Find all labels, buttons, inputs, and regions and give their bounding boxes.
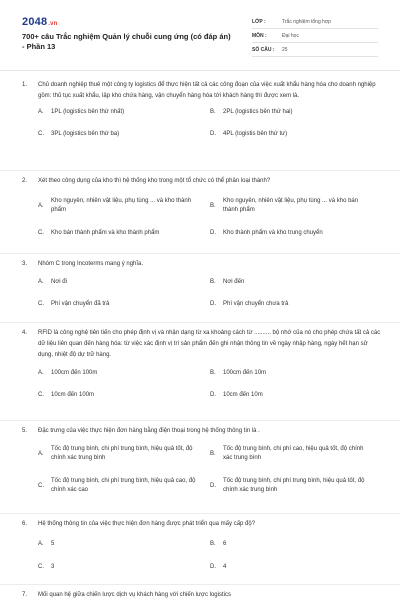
- question-divider: [0, 513, 400, 514]
- option-letter: B.: [210, 370, 216, 376]
- info-key: SỐ CÂU :: [252, 46, 275, 53]
- logo-suffix: .vn: [48, 21, 58, 27]
- question-number: 1.: [22, 82, 28, 88]
- option-text: Tốc độ trung bình, chi phí cao, hiệu quả tốt, độ chính xác trung bình: [223, 446, 364, 461]
- question-divider: [0, 420, 400, 421]
- question-text: Chủ doanh nghiệp thuê một công ty logistics để thực hiện tất cả các công đoạn của việc xuất khẩu hàng hóa cho doanh nghiệp gồm: thủ tục xuất khẩu, lập kho chứa hàng, vận chuyển hàng hóa tới khách hàng thì được xem là.: [38, 82, 376, 99]
- option-text: 100cm đến 10m: [223, 370, 267, 376]
- option-b[interactable]: [210, 108, 382, 117]
- options-list: [38, 276, 382, 308]
- option-letter: A.: [38, 370, 44, 376]
- option-text: Kho thành phẩm và kho trung chuyển: [223, 230, 323, 236]
- question-text: Xét theo công dụng của kho thì hệ thống kho trong một tổ chức có thể phân loại thành?: [38, 178, 271, 184]
- option-d[interactable]: [210, 391, 382, 400]
- option-letter: D.: [210, 301, 216, 307]
- option-text: Kho bán thành phẩm và kho thành phẩm: [51, 230, 160, 236]
- info-key: MÔN :: [252, 32, 267, 39]
- option-text: Kho nguyên, nhiên vật liệu, phụ tùng ... và kho bán thành phẩm: [223, 198, 359, 213]
- option-letter: C.: [38, 392, 44, 398]
- question-1: [22, 80, 382, 142]
- option-letter: C.: [38, 564, 44, 570]
- question-number: 2.: [22, 178, 28, 184]
- option-c[interactable]: [38, 130, 208, 139]
- option-c[interactable]: [38, 477, 198, 495]
- question-2: [22, 176, 382, 243]
- option-b[interactable]: [210, 278, 382, 287]
- option-a[interactable]: [38, 540, 208, 549]
- option-text: 3: [51, 564, 55, 570]
- option-letter: C.: [38, 482, 44, 489]
- option-text: 3PL (logistics bên thứ ba): [51, 131, 120, 137]
- option-text: 100cm đến 100m: [51, 370, 98, 376]
- option-a[interactable]: [38, 197, 198, 215]
- options-list: [38, 108, 382, 142]
- option-letter: C.: [38, 230, 44, 236]
- option-d[interactable]: [210, 477, 370, 495]
- option-text: 10cm đến 10m: [223, 392, 263, 398]
- option-c[interactable]: [38, 300, 208, 309]
- question-divider: [0, 170, 400, 171]
- header-divider: [0, 70, 400, 71]
- option-letter: C.: [38, 301, 44, 307]
- options-list: [38, 193, 382, 243]
- question-6: [22, 519, 382, 568]
- option-letter: B.: [210, 109, 216, 115]
- option-letter: C.: [38, 131, 44, 137]
- info-value: 25: [282, 46, 288, 53]
- option-letter: A.: [38, 541, 44, 547]
- option-b[interactable]: [210, 445, 370, 463]
- option-text: Phí vận chuyển chưa trả: [223, 301, 289, 307]
- option-d[interactable]: [210, 130, 382, 139]
- option-letter: D.: [210, 131, 216, 137]
- option-text: Tốc độ trung bình, chi phí trung bình, hiệu quả tốt, độ chính xác trung bình: [223, 478, 365, 493]
- option-letter: B.: [210, 202, 216, 209]
- options-list: [38, 443, 382, 505]
- option-d[interactable]: [210, 300, 382, 309]
- site-logo[interactable]: [22, 16, 58, 28]
- question-divider: [0, 322, 400, 323]
- option-text: Tốc độ trung bình, chi phí trung bình, hiệu quả tốt, độ chính xác trung bình: [51, 446, 193, 461]
- question-number: 6.: [22, 521, 28, 527]
- info-row-class: [252, 15, 378, 29]
- option-letter: A.: [38, 279, 44, 285]
- option-letter: B.: [210, 450, 216, 457]
- question-divider: [0, 253, 400, 254]
- option-text: 4PL (logistis bên thứ tư): [223, 131, 288, 137]
- option-c[interactable]: [38, 391, 208, 400]
- option-text: 4: [223, 564, 227, 570]
- question-text: Mối quan hệ giữa chiến lược dịch vụ khách hàng với chiến lược logistics: [38, 592, 231, 598]
- info-panel: [252, 15, 378, 57]
- option-a[interactable]: [38, 278, 208, 287]
- question-text: Hệ thống thông tin của việc thực hiện đơn hàng được phát triển qua mấy cấp độ?: [38, 521, 256, 527]
- option-a[interactable]: [38, 369, 208, 378]
- question-text: Đặc trưng của việc thực hiện đơn hàng bằng điện thoại trong hệ thống thông tin là .: [38, 428, 260, 434]
- option-letter: B.: [210, 541, 216, 547]
- info-key: LỚP :: [252, 18, 266, 25]
- info-row-subject: [252, 29, 378, 43]
- option-letter: B.: [210, 279, 216, 285]
- question-number: 3.: [22, 261, 28, 267]
- question-text: RFID là công nghệ tiên tiến cho phép định vị và nhận dạng từ xa khoảng cách từ .......... bộ nhớ của nó cho phép chứa tất cả các dữ liệu liên quan đến hàng hóa: từ việc xác định vị trí sản phẩm đến ghi nhận thông tin về ngày nhập hàng, ngày hết hạn sử dụng, nhiệt độ dự trữ hàng.: [38, 330, 381, 358]
- options-list: [38, 536, 382, 568]
- option-text: 2PL (logistics bên thứ hai): [223, 109, 293, 115]
- option-b[interactable]: [210, 540, 382, 549]
- info-value[interactable]: Trắc nghiệm tổng hợp: [282, 18, 331, 25]
- option-text: Nơi đi: [51, 279, 67, 285]
- option-letter: A.: [38, 109, 44, 115]
- option-d[interactable]: [210, 563, 382, 572]
- question-5: [22, 426, 382, 505]
- option-letter: A.: [38, 202, 44, 209]
- option-letter: D.: [210, 392, 216, 398]
- question-4: [22, 328, 382, 399]
- option-text: Nơi đến: [223, 279, 245, 285]
- question-7: [22, 590, 382, 600]
- option-text: Tốc độ trung bình, chi phí trung bình, hiệu quả cao, độ chính xác cao: [51, 478, 196, 493]
- option-b[interactable]: [210, 369, 382, 378]
- info-value[interactable]: Đại học: [282, 32, 299, 39]
- question-text: Nhóm C trong Incoterms mang ý nghĩa.: [38, 261, 144, 267]
- option-a[interactable]: [38, 445, 198, 463]
- option-c[interactable]: [38, 229, 208, 238]
- option-a[interactable]: [38, 108, 208, 117]
- option-c[interactable]: [38, 563, 208, 572]
- question-divider: [0, 584, 400, 585]
- option-text: 6: [223, 541, 227, 547]
- option-letter: D.: [210, 230, 216, 236]
- logo-text: 2048: [22, 16, 48, 28]
- option-text: Phí vận chuyển đã trả: [51, 301, 110, 307]
- option-text: 1PL (logistics bên thứ nhất): [51, 109, 125, 115]
- question-3: [22, 259, 382, 308]
- question-number: 5.: [22, 428, 28, 434]
- option-letter: D.: [210, 482, 216, 489]
- question-number: 7.: [22, 592, 28, 598]
- option-text: 10cm đến 100m: [51, 392, 95, 398]
- option-text: Kho nguyên, nhiên vật liệu, phụ tùng ... và kho thành phẩm: [51, 198, 192, 213]
- option-letter: A.: [38, 450, 44, 457]
- document-title: 700+ câu Trắc nghiệm Quản lý chuỗi cung ứng (có đáp án) - Phần 13: [22, 32, 231, 51]
- page-header: [0, 0, 400, 66]
- option-d[interactable]: [210, 229, 382, 238]
- option-text: 5: [51, 541, 55, 547]
- option-b[interactable]: [210, 197, 370, 215]
- option-letter: D.: [210, 564, 216, 570]
- info-row-count: [252, 43, 378, 57]
- question-number: 4.: [22, 330, 28, 336]
- options-list: [38, 367, 382, 399]
